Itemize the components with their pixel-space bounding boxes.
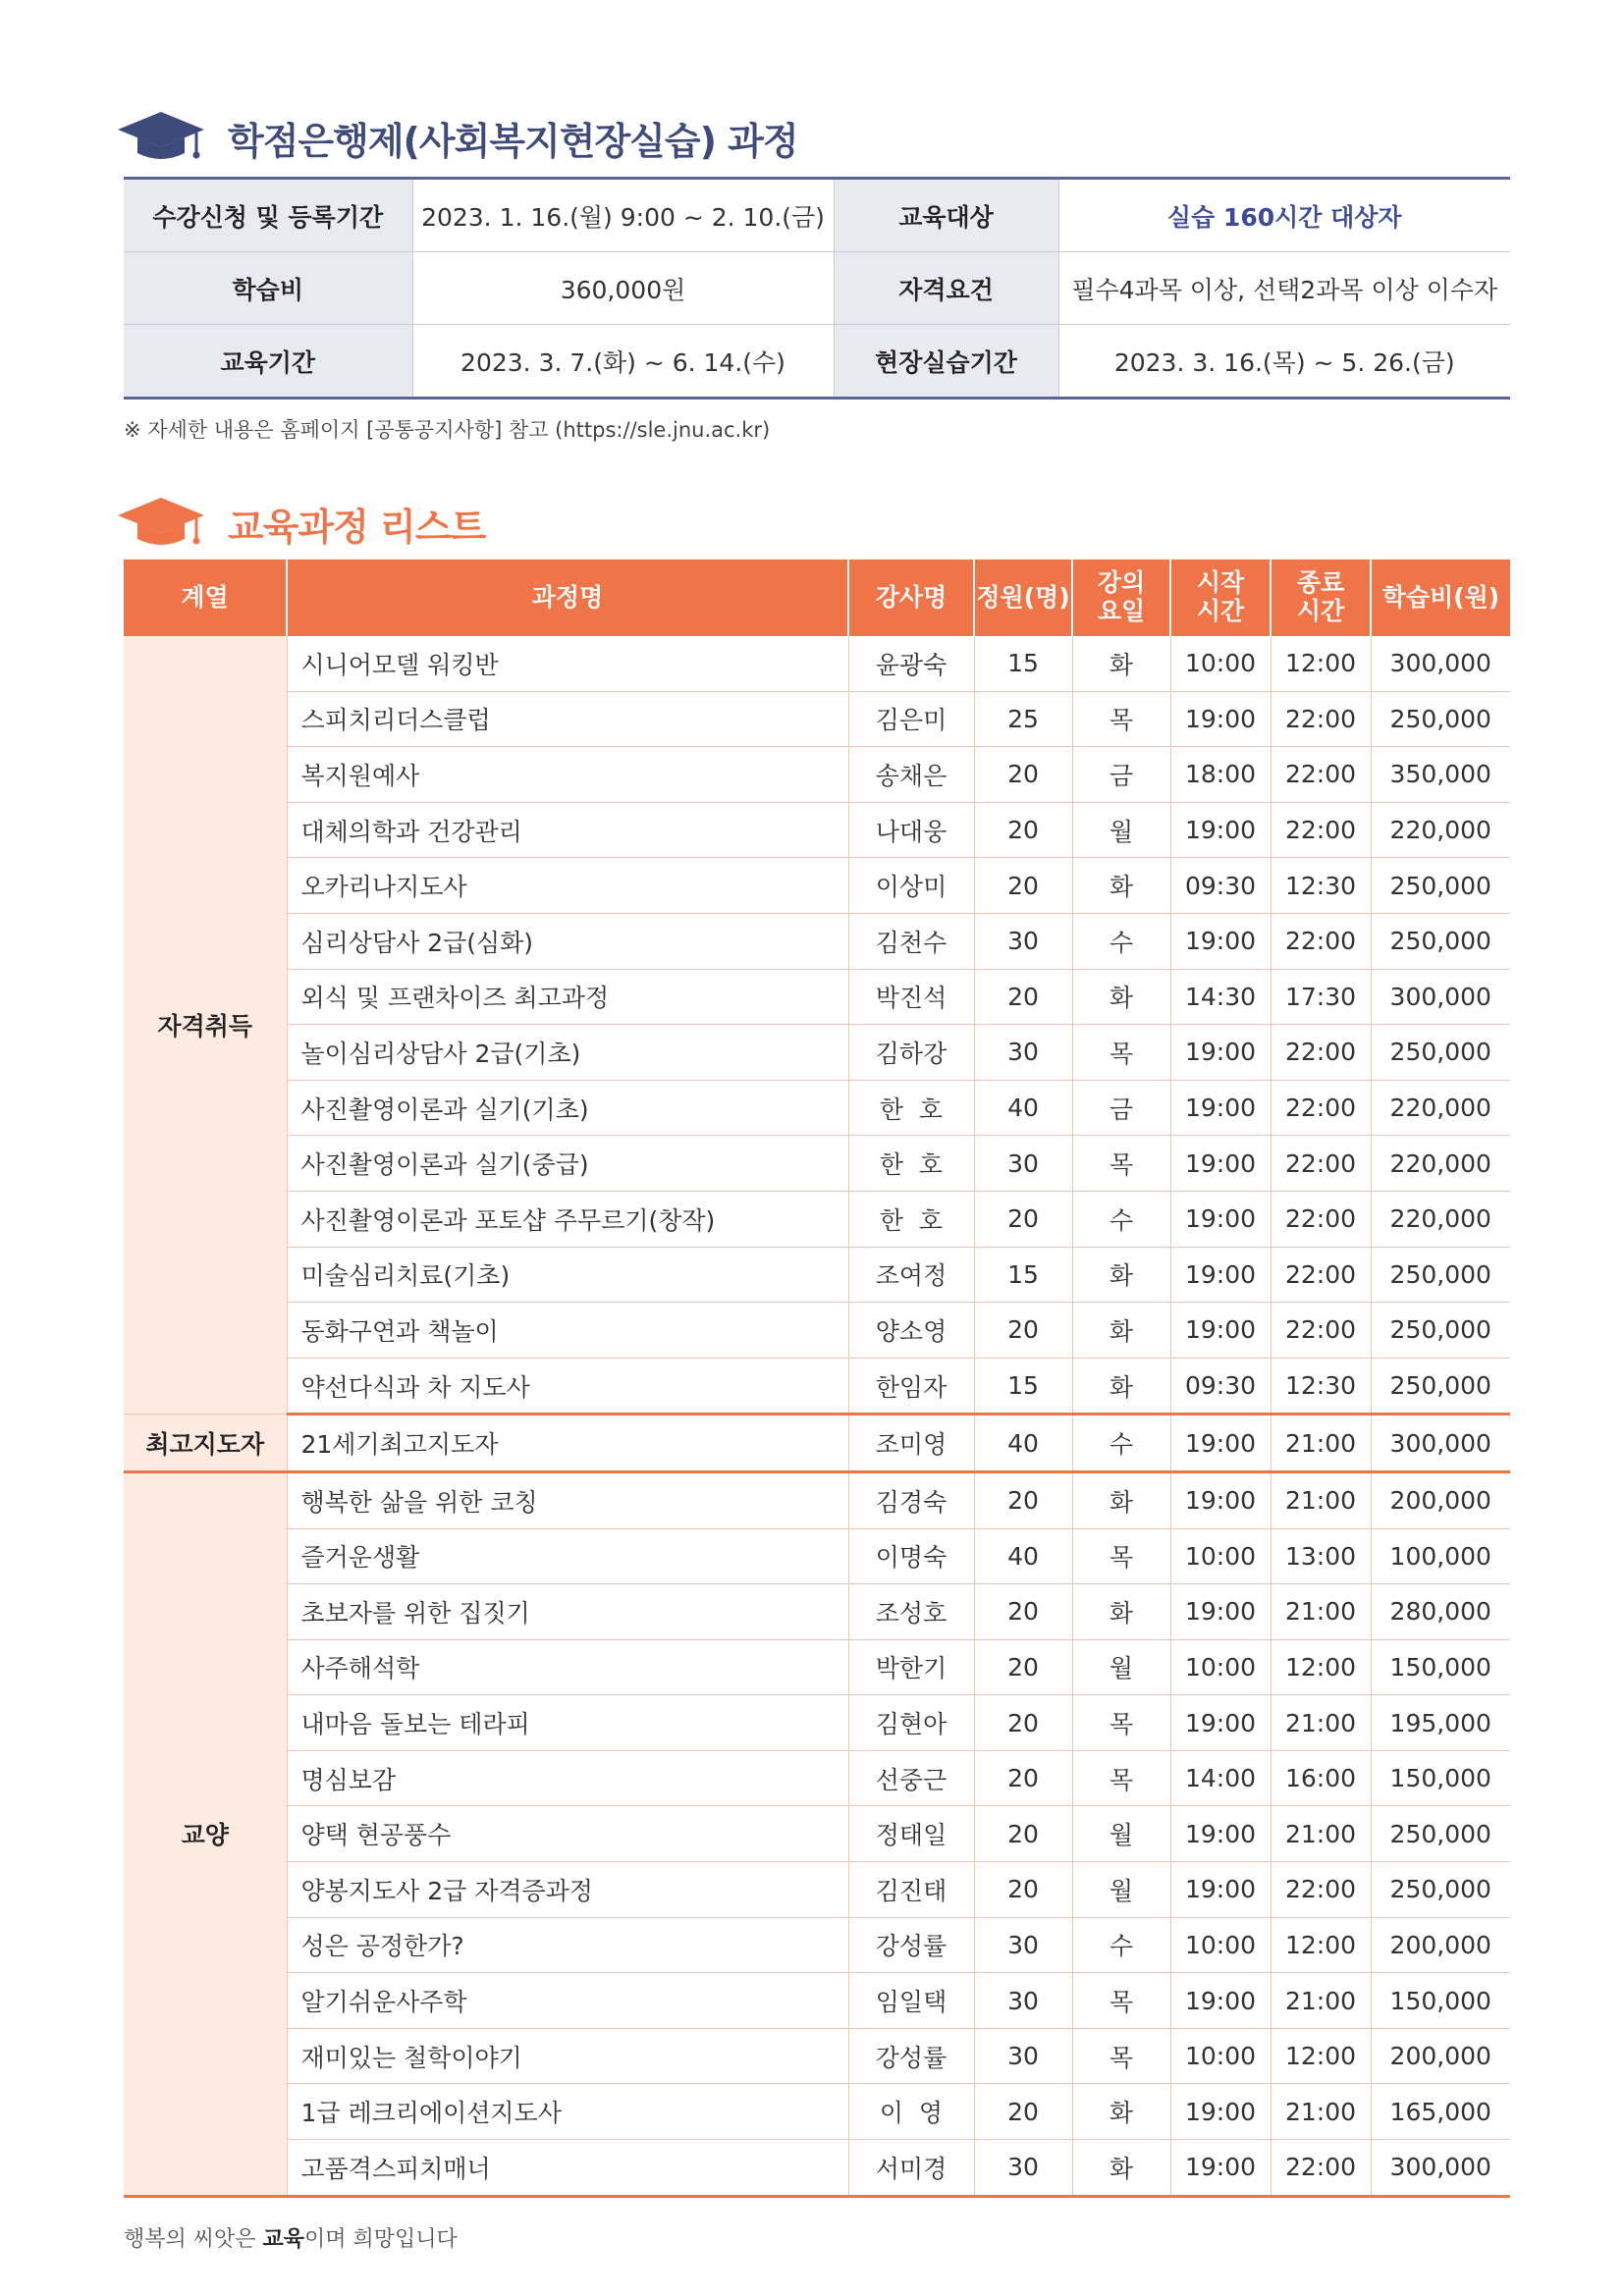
- course-end-cell: 22:00: [1271, 1080, 1371, 1136]
- course-end-cell: 21:00: [1271, 1415, 1371, 1472]
- course-capacity-cell: 20: [974, 969, 1072, 1025]
- course-name-cell: 놀이심리상담사 2급(기초): [287, 1025, 848, 1081]
- course-name-cell: 재미있는 철학이야기: [287, 2028, 848, 2084]
- header-fee: 학습비(원): [1371, 560, 1510, 636]
- table-row: [124, 1303, 1510, 1359]
- course-end-cell: 12:00: [1271, 2028, 1371, 2084]
- course-teacher-cell: 한임자: [848, 1358, 974, 1415]
- course-name-cell: 1급 레크리에이션지도사: [287, 2084, 848, 2140]
- table-row: [124, 2084, 1510, 2140]
- course-name-cell: 성은 공정한가?: [287, 1917, 848, 1973]
- course-fee-cell: 250,000: [1371, 1358, 1510, 1415]
- category-cell: 자격취득: [124, 636, 287, 1415]
- course-end-cell: 22:00: [1271, 1025, 1371, 1081]
- course-teacher-cell: 김천수: [848, 913, 974, 969]
- course-capacity-cell: 15: [974, 1247, 1072, 1303]
- header-start: [1170, 560, 1271, 636]
- course-end-cell: 12:30: [1271, 858, 1371, 914]
- course-start-cell: 09:30: [1170, 858, 1271, 914]
- course-capacity-cell: 40: [974, 1415, 1072, 1472]
- course-end-cell: 21:00: [1271, 1695, 1371, 1751]
- course-end-cell: 21:00: [1271, 1806, 1371, 1862]
- course-capacity-cell: 30: [974, 1025, 1072, 1081]
- course-start-cell: 19:00: [1170, 1806, 1271, 1862]
- course-teacher-cell: 한 호: [848, 1191, 974, 1247]
- course-teacher-cell: 김경숙: [848, 1471, 974, 1528]
- course-teacher-cell: 임일택: [848, 1973, 974, 2029]
- table-row: [124, 1862, 1510, 1918]
- course-day-cell: 금: [1072, 747, 1170, 803]
- table-row: [124, 1415, 1510, 1472]
- table-row: [124, 802, 1510, 858]
- course-capacity-cell: 15: [974, 636, 1072, 691]
- course-day-cell: 화: [1072, 1584, 1170, 1640]
- course-start-cell: 18:00: [1170, 747, 1271, 803]
- table-row: [124, 969, 1510, 1025]
- course-name-cell: 21세기최고지도자: [287, 1415, 848, 1472]
- course-day-cell: 화: [1072, 2140, 1170, 2197]
- table-row: [124, 1917, 1510, 1973]
- course-day-cell: 수: [1072, 1191, 1170, 1247]
- course-start-cell: 19:00: [1170, 1191, 1271, 1247]
- info-row: [124, 179, 1510, 252]
- course-fee-cell: 300,000: [1371, 969, 1510, 1025]
- course-teacher-cell: 서미경: [848, 2140, 974, 2197]
- course-end-cell: 13:00: [1271, 1528, 1371, 1584]
- course-start-cell: 19:00: [1170, 1415, 1271, 1472]
- course-capacity-cell: 20: [974, 1639, 1072, 1695]
- footer-slogan: [124, 2222, 458, 2253]
- course-end-cell: 22:00: [1271, 2140, 1371, 2197]
- course-fee-cell: 200,000: [1371, 2028, 1510, 2084]
- course-end-cell: 22:00: [1271, 1247, 1371, 1303]
- table-row: [124, 1471, 1510, 1528]
- table-row: [124, 1639, 1510, 1695]
- course-fee-cell: 220,000: [1371, 802, 1510, 858]
- course-fee-cell: 300,000: [1371, 636, 1510, 691]
- section1-title: 학점은행제(사회복지현장실습) 과정: [228, 119, 798, 163]
- table-row: [124, 1695, 1510, 1751]
- info-label: 교육기간: [124, 325, 412, 399]
- course-list-table: [124, 560, 1510, 2198]
- course-start-cell: 19:00: [1170, 1025, 1271, 1081]
- course-table-body: [124, 636, 1510, 2196]
- course-name-cell: 복지원예사: [287, 747, 848, 803]
- table-row: [124, 1528, 1510, 1584]
- course-start-cell: 19:00: [1170, 2084, 1271, 2140]
- course-capacity-cell: 40: [974, 1528, 1072, 1584]
- section2-title-bar: [116, 494, 485, 553]
- course-capacity-cell: 20: [974, 1750, 1072, 1806]
- table-header-row: [124, 560, 1510, 636]
- table-row: [124, 1584, 1510, 1640]
- course-fee-cell: 150,000: [1371, 1973, 1510, 2029]
- header-category: 계열: [124, 560, 287, 636]
- course-name-cell: 심리상담사 2급(심화): [287, 913, 848, 969]
- table-row: [124, 2028, 1510, 2084]
- course-day-cell: 목: [1072, 2028, 1170, 2084]
- course-name-cell: 행복한 삶을 위한 코칭: [287, 1471, 848, 1528]
- info-row: [124, 252, 1510, 325]
- info-value: 필수4과목 이상, 선택2과목 이상 이수자: [1058, 252, 1510, 325]
- course-capacity-cell: 30: [974, 1136, 1072, 1192]
- info-row: [124, 325, 1510, 399]
- course-day-cell: 화: [1072, 636, 1170, 691]
- course-capacity-cell: 20: [974, 1584, 1072, 1640]
- course-teacher-cell: 강성률: [848, 1917, 974, 1973]
- course-day-cell: 화: [1072, 1303, 1170, 1359]
- table-row: [124, 1025, 1510, 1081]
- course-teacher-cell: 한 호: [848, 1136, 974, 1192]
- course-fee-cell: 150,000: [1371, 1639, 1510, 1695]
- course-start-cell: 14:30: [1170, 969, 1271, 1025]
- course-day-cell: 화: [1072, 1358, 1170, 1415]
- course-day-cell: 목: [1072, 1750, 1170, 1806]
- course-day-cell: 월: [1072, 1862, 1170, 1918]
- header-capacity: 정원(명): [974, 560, 1072, 636]
- course-name-cell: 동화구연과 책놀이: [287, 1303, 848, 1359]
- course-start-cell: 19:00: [1170, 1136, 1271, 1192]
- course-teacher-cell: 한 호: [848, 1080, 974, 1136]
- category-cell: 최고지도자: [124, 1415, 287, 1472]
- course-capacity-cell: 30: [974, 2028, 1072, 2084]
- course-end-cell: 22:00: [1271, 1862, 1371, 1918]
- course-name-cell: 내마음 돌보는 테라피: [287, 1695, 848, 1751]
- course-fee-cell: 250,000: [1371, 858, 1510, 914]
- course-name-cell: 초보자를 위한 집짓기: [287, 1584, 848, 1640]
- course-day-cell: 목: [1072, 1695, 1170, 1751]
- course-fee-cell: 220,000: [1371, 1136, 1510, 1192]
- course-day-cell: 목: [1072, 1528, 1170, 1584]
- course-name-cell: 명심보감: [287, 1750, 848, 1806]
- course-start-cell: 09:30: [1170, 1358, 1271, 1415]
- footer-text-before: 행복의 씨앗은: [124, 2227, 263, 2252]
- course-name-cell: 사진촬영이론과 실기(중급): [287, 1136, 848, 1192]
- course-fee-cell: 250,000: [1371, 1025, 1510, 1081]
- course-fee-cell: 300,000: [1371, 2140, 1510, 2197]
- header-end: [1271, 560, 1371, 636]
- course-end-cell: 22:00: [1271, 1191, 1371, 1247]
- table-row: [124, 1358, 1510, 1415]
- course-start-cell: 10:00: [1170, 1639, 1271, 1695]
- course-teacher-cell: 이 영: [848, 2084, 974, 2140]
- course-name-cell: 시니어모델 워킹반: [287, 636, 848, 691]
- course-fee-cell: 250,000: [1371, 913, 1510, 969]
- course-day-cell: 화: [1072, 969, 1170, 1025]
- course-fee-cell: 195,000: [1371, 1695, 1510, 1751]
- course-capacity-cell: 20: [974, 2084, 1072, 2140]
- table-row: [124, 2140, 1510, 2197]
- course-end-cell: 12:00: [1271, 636, 1371, 691]
- info-value: 2023. 1. 16.(월) 9:00 ~ 2. 10.(금): [412, 179, 834, 252]
- course-end-cell: 22:00: [1271, 913, 1371, 969]
- course-end-cell: 16:00: [1271, 1750, 1371, 1806]
- course-capacity-cell: 20: [974, 1191, 1072, 1247]
- course-end-cell: 22:00: [1271, 1136, 1371, 1192]
- course-name-cell: 사진촬영이론과 실기(기초): [287, 1080, 848, 1136]
- table-row: [124, 1136, 1510, 1192]
- course-capacity-cell: 15: [974, 1358, 1072, 1415]
- table-row: [124, 636, 1510, 691]
- table-row: [124, 691, 1510, 747]
- info-label: 현장실습기간: [834, 325, 1058, 399]
- section2-title: 교육과정 리스트: [228, 505, 486, 549]
- course-fee-cell: 200,000: [1371, 1471, 1510, 1528]
- course-end-cell: 17:30: [1271, 969, 1371, 1025]
- graduation-cap-icon: [116, 494, 206, 553]
- course-end-cell: 21:00: [1271, 1584, 1371, 1640]
- course-fee-cell: 250,000: [1371, 1303, 1510, 1359]
- program-info-table: [124, 177, 1510, 400]
- course-name-cell: 대체의학과 건강관리: [287, 802, 848, 858]
- header-end-text: 종료 시간: [1296, 568, 1345, 625]
- info-value-highlight: 실습 160시간 대상자: [1058, 179, 1510, 252]
- course-fee-cell: 350,000: [1371, 747, 1510, 803]
- course-fee-cell: 250,000: [1371, 1247, 1510, 1303]
- course-start-cell: 10:00: [1170, 1528, 1271, 1584]
- course-name-cell: 오카리나지도사: [287, 858, 848, 914]
- course-fee-cell: 250,000: [1371, 1806, 1510, 1862]
- course-day-cell: 수: [1072, 1415, 1170, 1472]
- course-start-cell: 19:00: [1170, 913, 1271, 969]
- course-end-cell: 12:30: [1271, 1358, 1371, 1415]
- course-name-cell: 외식 및 프랜차이즈 최고과정: [287, 969, 848, 1025]
- course-capacity-cell: 20: [974, 802, 1072, 858]
- table-row: [124, 913, 1510, 969]
- course-fee-cell: 100,000: [1371, 1528, 1510, 1584]
- course-end-cell: 21:00: [1271, 2084, 1371, 2140]
- course-end-cell: 22:00: [1271, 691, 1371, 747]
- course-name-cell: 양봉지도사 2급 자격증과정: [287, 1862, 848, 1918]
- header-start-text: 시작 시간: [1196, 568, 1245, 625]
- info-label: 교육대상: [834, 179, 1058, 252]
- homepage-note: ※ 자세한 내용은 홈페이지 [공통공지사항] 참고 (https://sle.jnu.ac.kr): [124, 418, 771, 442]
- course-capacity-cell: 20: [974, 1862, 1072, 1918]
- course-end-cell: 12:00: [1271, 1917, 1371, 1973]
- table-row: [124, 747, 1510, 803]
- course-day-cell: 목: [1072, 691, 1170, 747]
- course-teacher-cell: 박한기: [848, 1639, 974, 1695]
- course-teacher-cell: 박진석: [848, 969, 974, 1025]
- course-capacity-cell: 20: [974, 1695, 1072, 1751]
- course-name-cell: 사진촬영이론과 포토샵 주무르기(창작): [287, 1191, 848, 1247]
- course-start-cell: 19:00: [1170, 1973, 1271, 2029]
- table-row: [124, 1191, 1510, 1247]
- table-row: [124, 858, 1510, 914]
- course-teacher-cell: 조여정: [848, 1247, 974, 1303]
- course-end-cell: 21:00: [1271, 1973, 1371, 2029]
- course-name-cell: 양택 현공풍수: [287, 1806, 848, 1862]
- course-start-cell: 19:00: [1170, 1303, 1271, 1359]
- course-fee-cell: 165,000: [1371, 2084, 1510, 2140]
- course-capacity-cell: 25: [974, 691, 1072, 747]
- course-end-cell: 22:00: [1271, 1303, 1371, 1359]
- info-value: 2023. 3. 7.(화) ~ 6. 14.(수): [412, 325, 834, 399]
- course-end-cell: 21:00: [1271, 1471, 1371, 1528]
- table-row: [124, 1080, 1510, 1136]
- graduation-cap-icon: [116, 108, 206, 167]
- course-capacity-cell: 40: [974, 1080, 1072, 1136]
- course-teacher-cell: 김현아: [848, 1695, 974, 1751]
- course-teacher-cell: 김은미: [848, 691, 974, 747]
- info-value: 2023. 3. 16.(목) ~ 5. 26.(금): [1113, 347, 1455, 377]
- course-capacity-cell: 20: [974, 1806, 1072, 1862]
- course-start-cell: 19:00: [1170, 691, 1271, 747]
- course-capacity-cell: 30: [974, 2140, 1072, 2197]
- category-cell: 교양: [124, 1471, 287, 2196]
- footer-text-bold: 교육: [262, 2227, 305, 2252]
- course-teacher-cell: 강성률: [848, 2028, 974, 2084]
- course-day-cell: 수: [1072, 1917, 1170, 1973]
- header-day-text: 강의 요일: [1097, 568, 1146, 625]
- course-start-cell: 19:00: [1170, 802, 1271, 858]
- course-teacher-cell: 이명숙: [848, 1528, 974, 1584]
- course-teacher-cell: 김진태: [848, 1862, 974, 1918]
- course-day-cell: 화: [1072, 1247, 1170, 1303]
- course-fee-cell: 200,000: [1371, 1917, 1510, 1973]
- course-name-cell: 알기쉬운사주학: [287, 1973, 848, 2029]
- course-teacher-cell: 이상미: [848, 858, 974, 914]
- course-end-cell: 12:00: [1271, 1639, 1371, 1695]
- course-teacher-cell: 조성호: [848, 1584, 974, 1640]
- course-day-cell: 화: [1072, 1471, 1170, 1528]
- course-fee-cell: 220,000: [1371, 1080, 1510, 1136]
- course-name-cell: 약선다식과 차 지도사: [287, 1358, 848, 1415]
- course-day-cell: 목: [1072, 1973, 1170, 2029]
- course-fee-cell: 250,000: [1371, 1862, 1510, 1918]
- course-day-cell: 목: [1072, 1136, 1170, 1192]
- course-capacity-cell: 30: [974, 1917, 1072, 1973]
- course-start-cell: 14:00: [1170, 1750, 1271, 1806]
- course-capacity-cell: 30: [974, 913, 1072, 969]
- course-teacher-cell: 김하강: [848, 1025, 974, 1081]
- course-day-cell: 수: [1072, 913, 1170, 969]
- course-start-cell: 19:00: [1170, 1471, 1271, 1528]
- course-start-cell: 19:00: [1170, 1080, 1271, 1136]
- info-value: 360,000원: [412, 252, 834, 325]
- course-capacity-cell: 20: [974, 1471, 1072, 1528]
- header-teacher: 강사명: [848, 560, 974, 636]
- course-teacher-cell: 조미영: [848, 1415, 974, 1472]
- course-teacher-cell: 선중근: [848, 1750, 974, 1806]
- course-capacity-cell: 20: [974, 1303, 1072, 1359]
- course-start-cell: 19:00: [1170, 1862, 1271, 1918]
- course-day-cell: 화: [1072, 858, 1170, 914]
- course-teacher-cell: 나대웅: [848, 802, 974, 858]
- info-label: 자격요건: [834, 252, 1058, 325]
- table-row: [124, 1750, 1510, 1806]
- course-day-cell: 금: [1072, 1080, 1170, 1136]
- course-end-cell: 22:00: [1271, 747, 1371, 803]
- course-capacity-cell: 20: [974, 747, 1072, 803]
- course-teacher-cell: 송채은: [848, 747, 974, 803]
- course-fee-cell: 280,000: [1371, 1584, 1510, 1640]
- course-teacher-cell: 윤광숙: [848, 636, 974, 691]
- course-fee-cell: 150,000: [1371, 1750, 1510, 1806]
- course-teacher-cell: 정태일: [848, 1806, 974, 1862]
- course-day-cell: 월: [1072, 802, 1170, 858]
- section1-title-bar: [116, 108, 798, 167]
- info-label: 수강신청 및 등록기간: [124, 179, 412, 252]
- course-name-cell: 미술심리치료(기초): [287, 1247, 848, 1303]
- course-start-cell: 19:00: [1170, 1247, 1271, 1303]
- course-fee-cell: 250,000: [1371, 691, 1510, 747]
- course-day-cell: 월: [1072, 1806, 1170, 1862]
- header-course-name: 과정명: [287, 560, 848, 636]
- header-day: [1072, 560, 1170, 636]
- course-start-cell: 10:00: [1170, 636, 1271, 691]
- course-name-cell: 고품격스피치매너: [287, 2140, 848, 2197]
- course-capacity-cell: 20: [974, 858, 1072, 914]
- course-fee-cell: 300,000: [1371, 1415, 1510, 1472]
- table-row: [124, 1806, 1510, 1862]
- course-start-cell: 10:00: [1170, 1917, 1271, 1973]
- course-start-cell: 19:00: [1170, 2140, 1271, 2197]
- course-capacity-cell: 30: [974, 1973, 1072, 2029]
- footer-text-after: 이며 희망입니다: [304, 2227, 458, 2252]
- course-start-cell: 19:00: [1170, 1584, 1271, 1640]
- info-label: 학습비: [124, 252, 412, 325]
- table-row: [124, 1247, 1510, 1303]
- course-name-cell: 사주해석학: [287, 1639, 848, 1695]
- course-fee-cell: 220,000: [1371, 1191, 1510, 1247]
- course-name-cell: 스피치리더스클럽: [287, 691, 848, 747]
- course-teacher-cell: 양소영: [848, 1303, 974, 1359]
- course-day-cell: 월: [1072, 1639, 1170, 1695]
- table-row: [124, 1973, 1510, 2029]
- course-day-cell: 화: [1072, 2084, 1170, 2140]
- course-start-cell: 10:00: [1170, 2028, 1271, 2084]
- course-start-cell: 19:00: [1170, 1695, 1271, 1751]
- course-day-cell: 목: [1072, 1025, 1170, 1081]
- course-name-cell: 즐거운생활: [287, 1528, 848, 1584]
- course-end-cell: 22:00: [1271, 802, 1371, 858]
